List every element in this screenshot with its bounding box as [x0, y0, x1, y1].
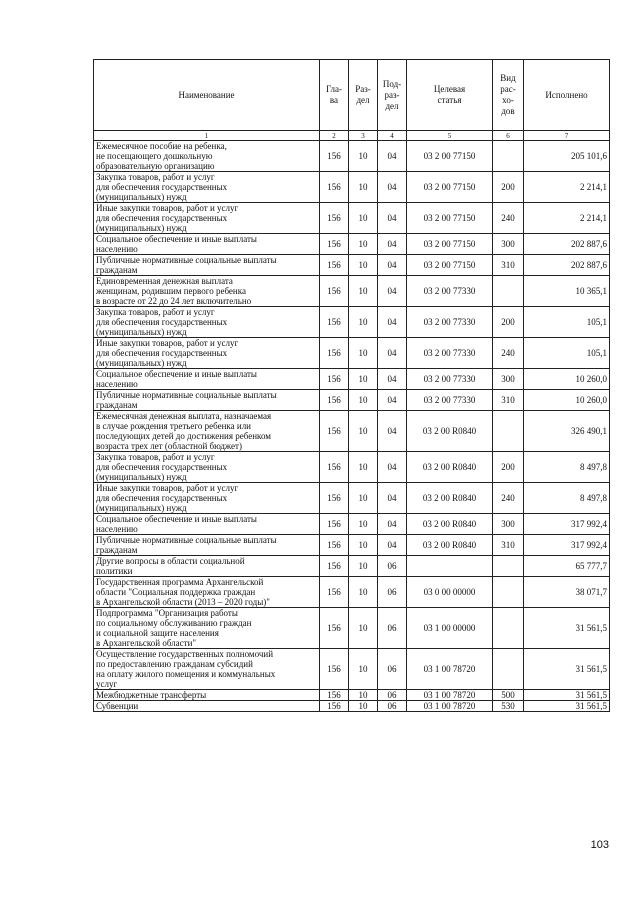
- cell-name: Социальное обеспечение и иные выплаты населению: [94, 369, 320, 390]
- cell-section: 10: [349, 369, 378, 390]
- cell-chapter: 156: [320, 701, 349, 712]
- cell-executed: 2 214,1: [524, 172, 610, 203]
- cell-target-article: 03 2 00 77150: [407, 141, 493, 172]
- cell-section: 10: [349, 203, 378, 234]
- cell-expense-type: 200: [493, 452, 524, 483]
- column-number: 4: [378, 131, 407, 141]
- cell-target-article: 03 2 00 77150: [407, 172, 493, 203]
- cell-section: 10: [349, 141, 378, 172]
- cell-subsection: 04: [378, 307, 407, 338]
- header-row: [94, 60, 610, 131]
- cell-chapter: 156: [320, 452, 349, 483]
- cell-name: Другие вопросы в области социальной политики: [94, 556, 320, 577]
- table-row: [94, 141, 610, 172]
- cell-name: Осуществление государственных полномочий по предоставлению гражданам субсидий на оплату жилого помещения и коммунальных услуг: [94, 649, 320, 690]
- cell-subsection: 04: [378, 369, 407, 390]
- cell-target-article: 03 2 00 77150: [407, 255, 493, 276]
- cell-subsection: 06: [378, 701, 407, 712]
- cell-section: 10: [349, 514, 378, 535]
- cell-executed: 10 365,1: [524, 276, 610, 307]
- cell-chapter: 156: [320, 276, 349, 307]
- cell-chapter: 156: [320, 203, 349, 234]
- table-row: [94, 452, 610, 483]
- cell-chapter: 156: [320, 514, 349, 535]
- cell-subsection: 04: [378, 452, 407, 483]
- cell-target-article: 03 2 00 77330: [407, 390, 493, 411]
- cell-chapter: 156: [320, 307, 349, 338]
- table-row: [94, 556, 610, 577]
- cell-executed: 326 490,1: [524, 411, 610, 452]
- cell-section: 10: [349, 577, 378, 608]
- cell-executed: 8 497,8: [524, 483, 610, 514]
- table-row: [94, 234, 610, 255]
- cell-target-article: 03 2 00 R0840: [407, 514, 493, 535]
- header-target: Целевая статья: [407, 60, 493, 131]
- cell-expense-type: 310: [493, 535, 524, 556]
- cell-chapter: 156: [320, 141, 349, 172]
- cell-target-article: 03 2 00 77330: [407, 307, 493, 338]
- cell-subsection: 04: [378, 276, 407, 307]
- cell-chapter: 156: [320, 390, 349, 411]
- cell-expense-type: 300: [493, 369, 524, 390]
- column-number: 7: [524, 131, 610, 141]
- cell-subsection: 04: [378, 255, 407, 276]
- cell-name: Ежемесячная денежная выплата, назначаемая в случае рождения третьего ребенка или последующих детей до достижения ребенком возраста трех лет (областной бюджет): [94, 411, 320, 452]
- cell-subsection: 04: [378, 483, 407, 514]
- cell-target-article: 03 1 00 00000: [407, 608, 493, 649]
- cell-name: Межбюджетные трансферты: [94, 690, 320, 701]
- cell-chapter: 156: [320, 608, 349, 649]
- cell-executed: 202 887,6: [524, 255, 610, 276]
- cell-subsection: 06: [378, 608, 407, 649]
- cell-executed: 65 777,7: [524, 556, 610, 577]
- cell-name: Единовременная денежная выплата женщинам, родившим первого ребенка в возрасте от 22 до 24 лет включительно: [94, 276, 320, 307]
- cell-target-article: 03 2 00 77330: [407, 369, 493, 390]
- table-row: [94, 608, 610, 649]
- cell-expense-type: 530: [493, 701, 524, 712]
- cell-subsection: 06: [378, 577, 407, 608]
- cell-target-article: 03 2 00 R0840: [407, 535, 493, 556]
- cell-name: Государственная программа Архангельской области "Социальная поддержка граждан в Архангельской области (2013 – 2020 годы)": [94, 577, 320, 608]
- cell-subsection: 06: [378, 556, 407, 577]
- cell-expense-type: 310: [493, 390, 524, 411]
- page-number: 103: [590, 839, 609, 851]
- cell-chapter: 156: [320, 234, 349, 255]
- cell-expense-type: 240: [493, 338, 524, 369]
- cell-expense-type: [493, 608, 524, 649]
- cell-subsection: 04: [378, 172, 407, 203]
- cell-section: 10: [349, 276, 378, 307]
- cell-executed: 10 260,0: [524, 390, 610, 411]
- cell-name: Публичные нормативные социальные выплаты гражданам: [94, 535, 320, 556]
- cell-target-article: 03 2 00 77330: [407, 338, 493, 369]
- cell-expense-type: [493, 276, 524, 307]
- cell-chapter: 156: [320, 690, 349, 701]
- header-name: Наименование: [94, 60, 320, 131]
- cell-name: Закупка товаров, работ и услуг для обеспечения государственных (муниципальных) нужд: [94, 307, 320, 338]
- table-row: [94, 172, 610, 203]
- cell-chapter: 156: [320, 577, 349, 608]
- table-row: [94, 690, 610, 701]
- cell-target-article: 03 2 00 77150: [407, 234, 493, 255]
- cell-section: 10: [349, 411, 378, 452]
- cell-section: 10: [349, 255, 378, 276]
- cell-section: 10: [349, 608, 378, 649]
- cell-name: Иные закупки товаров, работ и услуг для обеспечения государственных (муниципальных) нужд: [94, 483, 320, 514]
- cell-expense-type: [493, 649, 524, 690]
- cell-target-article: 03 1 00 78720: [407, 690, 493, 701]
- column-number: 2: [320, 131, 349, 141]
- cell-section: 10: [349, 690, 378, 701]
- cell-executed: 105,1: [524, 338, 610, 369]
- cell-executed: 8 497,8: [524, 452, 610, 483]
- table-row: [94, 307, 610, 338]
- budget-table: [93, 59, 610, 712]
- table-row: [94, 701, 610, 712]
- cell-executed: 105,1: [524, 307, 610, 338]
- cell-section: 10: [349, 701, 378, 712]
- cell-section: 10: [349, 390, 378, 411]
- cell-target-article: 03 2 00 R0840: [407, 483, 493, 514]
- cell-name: Иные закупки товаров, работ и услуг для обеспечения государственных (муниципальных) нужд: [94, 203, 320, 234]
- cell-name: Социальное обеспечение и иные выплаты населению: [94, 234, 320, 255]
- header-expense: Вид рас- хо- дов: [493, 60, 524, 131]
- cell-target-article: 03 1 00 78720: [407, 701, 493, 712]
- cell-section: 10: [349, 234, 378, 255]
- cell-executed: 31 561,5: [524, 608, 610, 649]
- cell-subsection: 06: [378, 649, 407, 690]
- table-row: [94, 649, 610, 690]
- cell-expense-type: 310: [493, 255, 524, 276]
- cell-executed: 2 214,1: [524, 203, 610, 234]
- cell-section: 10: [349, 649, 378, 690]
- cell-target-article: [407, 556, 493, 577]
- cell-chapter: 156: [320, 411, 349, 452]
- cell-section: 10: [349, 483, 378, 514]
- table-row: [94, 390, 610, 411]
- cell-name: Закупка товаров, работ и услуг для обеспечения государственных (муниципальных) нужд: [94, 452, 320, 483]
- cell-subsection: 04: [378, 234, 407, 255]
- cell-name: Ежемесячное пособие на ребенка, не посещающего дошкольную образовательную организацию: [94, 141, 320, 172]
- cell-name: Социальное обеспечение и иные выплаты населению: [94, 514, 320, 535]
- table-row: [94, 535, 610, 556]
- cell-chapter: 156: [320, 172, 349, 203]
- cell-expense-type: 300: [493, 234, 524, 255]
- cell-chapter: 156: [320, 255, 349, 276]
- cell-subsection: 04: [378, 514, 407, 535]
- cell-executed: 31 561,5: [524, 690, 610, 701]
- cell-section: 10: [349, 172, 378, 203]
- cell-executed: 317 992,4: [524, 514, 610, 535]
- column-number: 6: [493, 131, 524, 141]
- cell-expense-type: 300: [493, 514, 524, 535]
- cell-target-article: 03 2 00 R0840: [407, 452, 493, 483]
- cell-section: 10: [349, 452, 378, 483]
- cell-executed: 31 561,5: [524, 701, 610, 712]
- header-executed: Исполнено: [524, 60, 610, 131]
- cell-executed: 317 992,4: [524, 535, 610, 556]
- cell-section: 10: [349, 307, 378, 338]
- table-row: [94, 203, 610, 234]
- table-row: [94, 411, 610, 452]
- cell-chapter: 156: [320, 338, 349, 369]
- cell-executed: 31 561,5: [524, 649, 610, 690]
- cell-chapter: 156: [320, 649, 349, 690]
- cell-expense-type: [493, 577, 524, 608]
- column-number: 1: [94, 131, 320, 141]
- cell-name: Иные закупки товаров, работ и услуг для обеспечения государственных (муниципальных) нужд: [94, 338, 320, 369]
- cell-chapter: 156: [320, 556, 349, 577]
- cell-chapter: 156: [320, 483, 349, 514]
- cell-subsection: 04: [378, 203, 407, 234]
- table-row: [94, 483, 610, 514]
- table-row: [94, 338, 610, 369]
- column-number-row: [94, 131, 610, 141]
- cell-expense-type: [493, 411, 524, 452]
- table-body: [94, 141, 610, 712]
- cell-expense-type: 200: [493, 172, 524, 203]
- cell-name: Закупка товаров, работ и услуг для обеспечения государственных (муниципальных) нужд: [94, 172, 320, 203]
- cell-name: Субвенции: [94, 701, 320, 712]
- cell-target-article: 03 2 00 R0840: [407, 411, 493, 452]
- table-row: [94, 369, 610, 390]
- table-row: [94, 514, 610, 535]
- cell-expense-type: 500: [493, 690, 524, 701]
- table-row: [94, 577, 610, 608]
- header-section: Раз- дел: [349, 60, 378, 131]
- cell-target-article: 03 2 00 77150: [407, 203, 493, 234]
- cell-subsection: 04: [378, 141, 407, 172]
- cell-section: 10: [349, 556, 378, 577]
- cell-name: Публичные нормативные социальные выплаты гражданам: [94, 255, 320, 276]
- cell-executed: 10 260,0: [524, 369, 610, 390]
- cell-subsection: 04: [378, 390, 407, 411]
- cell-subsection: 04: [378, 411, 407, 452]
- header-chapter: Гла- ва: [320, 60, 349, 131]
- cell-expense-type: 240: [493, 483, 524, 514]
- cell-subsection: 04: [378, 535, 407, 556]
- cell-target-article: 03 1 00 78720: [407, 649, 493, 690]
- column-number: 5: [407, 131, 493, 141]
- cell-subsection: 04: [378, 338, 407, 369]
- cell-section: 10: [349, 535, 378, 556]
- table-row: [94, 276, 610, 307]
- cell-target-article: 03 2 00 77330: [407, 276, 493, 307]
- cell-section: 10: [349, 338, 378, 369]
- cell-executed: 205 101,6: [524, 141, 610, 172]
- cell-chapter: 156: [320, 535, 349, 556]
- cell-expense-type: [493, 556, 524, 577]
- table-row: [94, 255, 610, 276]
- cell-expense-type: 200: [493, 307, 524, 338]
- cell-expense-type: 240: [493, 203, 524, 234]
- cell-name: Подпрограмма "Организация работы по социальному обслуживанию граждан и социальной защите населения в Архангельской области": [94, 608, 320, 649]
- cell-subsection: 06: [378, 690, 407, 701]
- column-number: 3: [349, 131, 378, 141]
- cell-executed: 38 071,7: [524, 577, 610, 608]
- cell-chapter: 156: [320, 369, 349, 390]
- cell-expense-type: [493, 141, 524, 172]
- cell-name: Публичные нормативные социальные выплаты гражданам: [94, 390, 320, 411]
- cell-executed: 202 887,6: [524, 234, 610, 255]
- cell-target-article: 03 0 00 00000: [407, 577, 493, 608]
- header-subsection: Под- раз- дел: [378, 60, 407, 131]
